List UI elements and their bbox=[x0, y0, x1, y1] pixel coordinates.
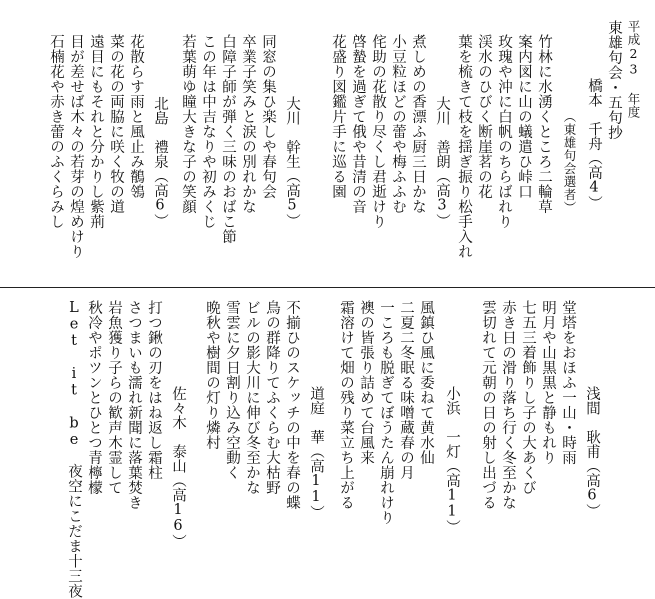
author-5-haiku-3: 七五三着飾りし子の大あくび bbox=[520, 300, 536, 495]
author-2-haiku-2: 小豆粒ほどの蕾や梅ふふむ bbox=[390, 34, 406, 214]
author-1-name: 橋本 千舟（高4） bbox=[586, 78, 602, 210]
author-5-name: 浅間 耿甫（高6） bbox=[584, 386, 600, 518]
author-6-haiku-5: 霜溶けて畑の残り菜立ち上がる bbox=[338, 300, 354, 510]
author-8-haiku-1: 打つ鍬の刃をはね返し霜柱 bbox=[146, 300, 162, 480]
author-6-haiku-3: 一ころも脱ぎてぼうたん崩れけり bbox=[378, 300, 394, 525]
section-divider bbox=[0, 287, 655, 288]
author-7-name: 道庭 華（高11） bbox=[308, 386, 324, 520]
author-7-haiku-3: ビルの影大川に伸び冬至かな bbox=[244, 300, 260, 495]
author-3-name: 大川 幹生（高5） bbox=[284, 96, 300, 228]
author-6-haiku-1: 風鎮ひ風に委ねて黄水仙 bbox=[418, 300, 434, 465]
author-4-haiku-1: 花散らす雨と風止み鶺鴒 bbox=[128, 34, 144, 199]
author-7-haiku-1: 不揃ひのスケッチの中を春の蝶 bbox=[284, 300, 300, 510]
author-3-haiku-3: 白障子師が弾く三味のおばこ節 bbox=[220, 34, 236, 244]
author-6-haiku-2: 二夏二冬眠る味噌蔵春の月 bbox=[398, 300, 414, 480]
author-6-name: 小浜 一灯（高11） bbox=[444, 386, 460, 534]
author-8-haiku-5: Let it be 夜空にこだま十三夜 bbox=[66, 300, 82, 599]
author-4-haiku-3: 遠目にもそれと分かりし紫荊 bbox=[88, 34, 104, 229]
author-1-haiku-1: 竹林に水湧くところ二輪草 bbox=[536, 34, 552, 214]
author-4-haiku-4: 目が差せば木々の若芽の煌めけり bbox=[68, 34, 84, 259]
author-1-haiku-4: 渓水のひびく断崖茗の花 bbox=[476, 34, 492, 199]
author-2-haiku-4: 啓蟄を過ぎて俄や昔清の音 bbox=[350, 34, 366, 214]
author-7-haiku-4: 雪雲に夕日割り込み空動く bbox=[224, 300, 240, 480]
author-3-haiku-4: この年は中吉なりや初みくじ bbox=[200, 34, 216, 229]
author-3-haiku-1: 同窓の集ひ楽しや春句会 bbox=[260, 34, 276, 199]
author-1-role: （東雄句会選者） bbox=[562, 110, 577, 214]
author-2-haiku-1: 煮しめの香漂ふ厨三日かな bbox=[410, 34, 426, 214]
author-5-haiku-4: 赤き日の滑り落ち行く冬至かな bbox=[500, 300, 516, 510]
author-3-haiku-5: 若葉萌ゆ瞳大きな子の笑顔 bbox=[180, 34, 196, 214]
author-5-haiku-5: 雲切れて元朝の日の射し出づる bbox=[480, 300, 496, 510]
author-1-haiku-3: 玫瑰や沖に白帆のちらばれり bbox=[496, 34, 512, 229]
author-4-haiku-5: 石楠花や赤き蕾のふくらみし bbox=[48, 34, 64, 229]
author-8-haiku-2: さつまいも濡れ新聞に落葉焚き bbox=[126, 300, 142, 510]
author-4-haiku-2: 菜の花の両脇に咲く牧の道 bbox=[108, 34, 124, 214]
author-1-haiku-5: 葉を梳きて枝を揺ぎ振り松手入れ bbox=[456, 34, 472, 259]
author-4-name: 北島 禮泉（高6） bbox=[152, 96, 168, 228]
author-8-haiku-4: 秋冷やポツンとひとつ青檸檬 bbox=[86, 300, 102, 495]
author-7-haiku-5: 晩秋や樹間の灯り燐村 bbox=[204, 300, 220, 450]
author-8-haiku-3: 岩魚獲り子らの歓声木霊して bbox=[106, 300, 122, 495]
author-7-haiku-2: 鳥の群降りてふくらむ大枯野 bbox=[264, 300, 280, 495]
author-8-name: 佐々木 泰山（高16） bbox=[170, 386, 186, 549]
header-title: 東雄句会・五句抄 bbox=[606, 20, 622, 140]
author-2-haiku-5: 花盛り図鑑片手に巡る園 bbox=[330, 34, 346, 199]
author-5-haiku-2: 明月や山黒黒と静もれり bbox=[540, 300, 556, 465]
author-5-haiku-1: 堂塔をおほふ一山・時雨 bbox=[560, 300, 576, 465]
author-1-haiku-2: 案内図に山の蟻遣ひ峠口 bbox=[516, 34, 532, 199]
header-year: 平成23 年度 bbox=[626, 20, 641, 119]
author-6-haiku-4: 襖の皆張り詰めて台風来 bbox=[358, 300, 374, 465]
author-3-haiku-2: 卒業子笑みと涙の別れかな bbox=[240, 34, 256, 214]
author-2-name: 大川 善朗（高3） bbox=[434, 96, 450, 228]
author-2-haiku-3: 侘助の花散り尽くし君逝けり bbox=[370, 34, 386, 229]
